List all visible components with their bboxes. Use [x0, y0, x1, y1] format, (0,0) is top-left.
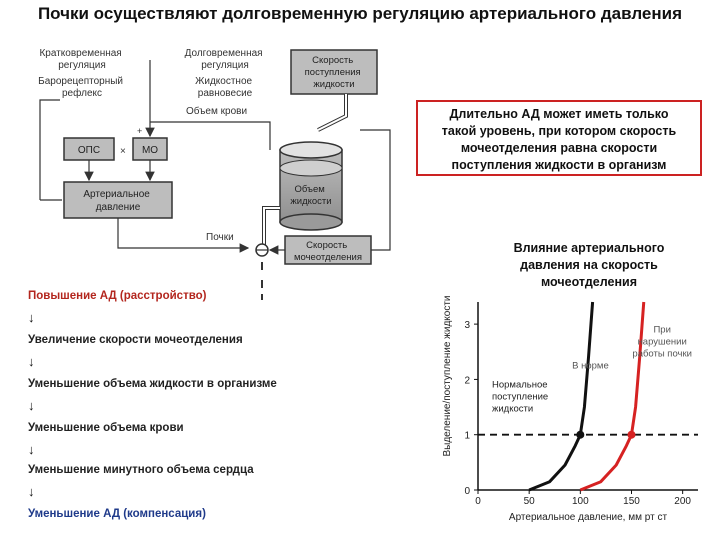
note-line: поступления жидкости в организм: [451, 158, 667, 172]
svg-text:×: ×: [120, 146, 126, 157]
disorder-curve-label: нарушении: [637, 336, 687, 348]
short-term-label: Кратковременная регуляция: [39, 48, 122, 71]
chart-heading: [486, 240, 692, 291]
intake-pipe: [318, 94, 346, 130]
chart-heading-line: мочеотделения: [540, 275, 638, 289]
regulation-diagram: [0, 0, 420, 300]
svg-text:Скорость поступления ж: Скорость поступления жидкости: [304, 55, 361, 90]
key-note-box: [416, 100, 702, 176]
note-line: Длительно АД может иметь только: [449, 107, 669, 121]
baroreflex-label: Барорецепторный рефлекс: [38, 76, 124, 99]
down-arrow-icon: ↓: [28, 354, 35, 369]
reference-label-line: жидкости: [492, 403, 534, 415]
y-axis-label: Выделение/поступление жидкости: [442, 295, 453, 457]
y-tick-label: 0: [464, 486, 470, 497]
disorder-curve-label: работы почки: [632, 348, 692, 360]
chain-step-5: Уменьшение минутного объема сердца: [28, 464, 254, 476]
x-axis-label: Артериальное давление, мм рт ст: [508, 512, 668, 523]
equilibrium-point: [576, 431, 584, 439]
chain-step-6: Уменьшение АД (компенсация): [28, 508, 206, 520]
normal-curve-label: В норме: [572, 360, 609, 372]
svg-text:+: +: [137, 126, 143, 136]
fluid-balance-label: Жидкостное равновесие: [195, 76, 253, 99]
chain-step-4: Уменьшение объема крови: [28, 422, 184, 434]
chain-step-2: Увеличение скорости мочеотделения: [28, 334, 243, 346]
chart-heading-line: Влияние артериального: [513, 241, 665, 255]
chain-step-3: Уменьшение объема жидкости в организме: [28, 378, 277, 390]
reference-label-line: поступление: [492, 391, 549, 403]
y-tick-label: 1: [464, 430, 470, 442]
blood-volume-label: Объем крови: [186, 106, 248, 117]
down-arrow-icon: ↓: [28, 442, 35, 457]
equilibrium-point: [627, 431, 635, 439]
page-title: Почки осуществляют долговременную регуляцию артериального давления: [37, 4, 683, 23]
x-tick-label: 100: [571, 496, 589, 507]
x-tick-label: 200: [674, 496, 691, 507]
disorder-curve-label: При: [653, 324, 671, 336]
y-tick-label: 3: [464, 320, 470, 332]
pressure-natriuresis-chart: [440, 290, 710, 535]
reference-label-line: Нормальное: [492, 379, 548, 391]
chain-step-1: Повышение АД (расстройство): [28, 290, 207, 302]
note-line: мочеотделения равна скорости: [460, 141, 658, 155]
svg-text:ОПС: ОПС: [77, 145, 101, 156]
down-arrow-icon: ↓: [28, 310, 35, 325]
y-tick-label: 2: [464, 375, 470, 387]
svg-text:МО: МО: [141, 145, 159, 156]
x-tick-label: 0: [475, 496, 481, 507]
x-tick-label: 150: [623, 496, 640, 507]
svg-text:Скорость мочеотделения: Скорость мочеотделения: [294, 240, 362, 263]
x-tick-label: 50: [523, 496, 535, 507]
down-arrow-icon: ↓: [28, 484, 35, 499]
svg-text:Артериальное давление: Артериальное давление: [83, 189, 150, 213]
kidneys-label: Почки: [206, 232, 234, 243]
chart-heading-line: давления на скорость: [520, 258, 658, 272]
long-term-label: Долговременная регуляция: [184, 48, 263, 71]
down-arrow-icon: ↓: [28, 398, 35, 413]
svg-text:Объем жидкости: Объем жидкости: [290, 184, 332, 207]
note-line: такой уровень, при котором скорость: [441, 124, 677, 138]
